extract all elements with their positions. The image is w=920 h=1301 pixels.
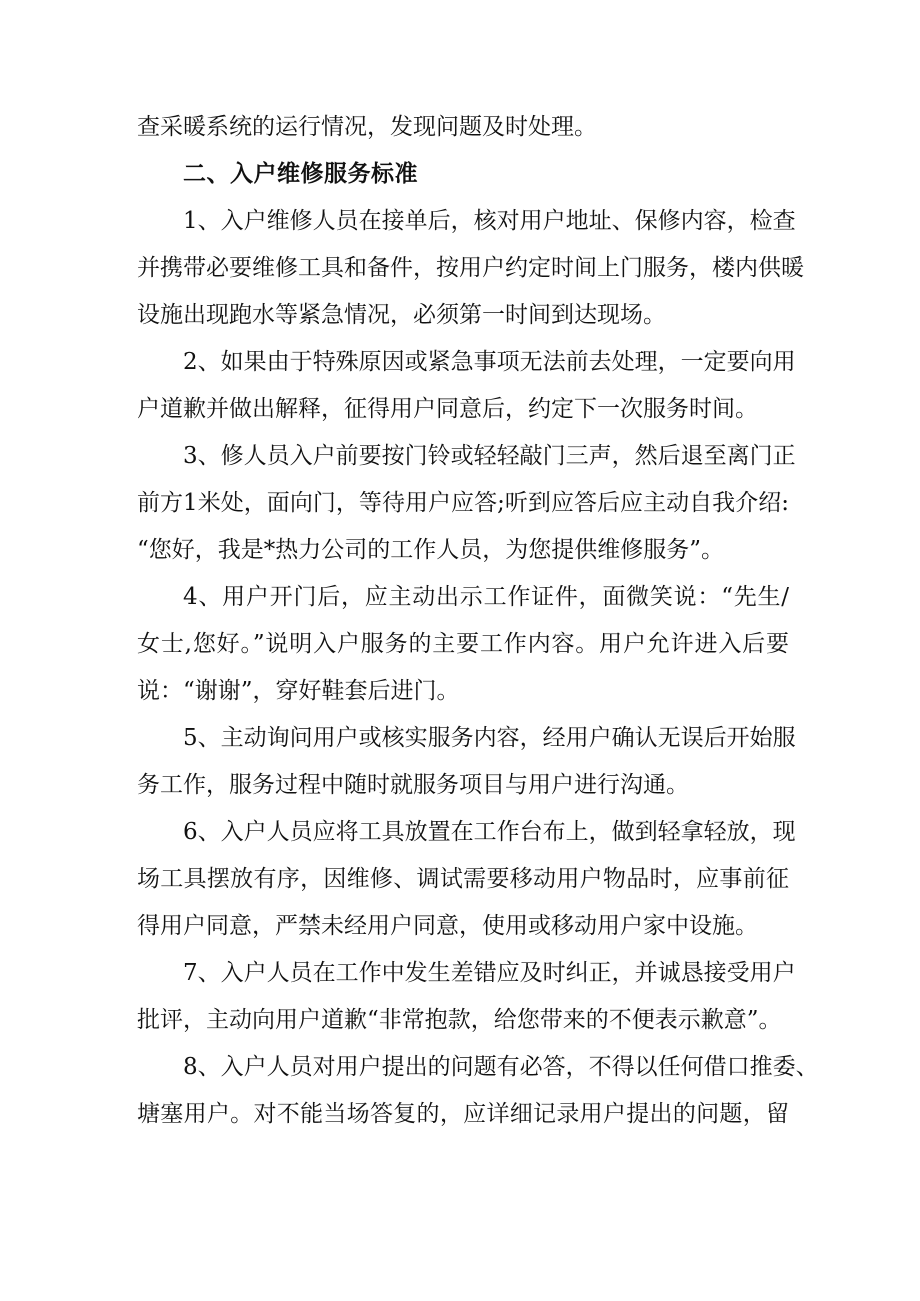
paragraph-line: 设施出现跑水等紧急情况，必须第一时间到达现场。 (137, 302, 666, 328)
section-heading: 二、入户维修服务标准 (183, 161, 418, 187)
paragraph-line: 5、主动询问用户或核实服务内容，经用户确认无误后开始服 (183, 725, 796, 751)
paragraph-5 (137, 715, 796, 809)
paragraph-line: 务工作，服务过程中随时就服务项目与用户进行沟通。 (137, 772, 689, 798)
paragraph-7 (137, 950, 796, 1044)
paragraph-line: 场工具摆放有序，因维修、调试需要移动用户物品时，应事前征 (137, 866, 789, 892)
paragraph-line: 女士,您好。”说明入户服务的主要工作内容。用户允许进入后要 (137, 631, 789, 657)
paragraph-1 (137, 198, 804, 339)
paragraph-3 (137, 433, 796, 574)
paragraph-line: 6、入户人员应将工具放置在工作台布上，做到轻拿轻放，现 (183, 819, 796, 845)
paragraph-line: 7、入户人员在工作中发生差错应及时纠正，并诚恳接受用户 (183, 960, 796, 986)
paragraph-line: 得用户同意，严禁未经用户同意，使用或移动用户家中设施。 (137, 913, 758, 939)
paragraph-line: 2、如果由于特殊原因或紧急事项无法前去处理，一定要向用 (183, 349, 796, 375)
paragraph-4 (137, 574, 789, 715)
paragraph-2 (137, 339, 796, 433)
paragraph-line: 4、用户开门后，应主动出示工作证件，面微笑说：“先生/ (183, 584, 789, 610)
continuation-line: 查采暖系统的运行情况，发现问题及时处理。 (137, 114, 597, 140)
document-body (137, 104, 819, 1138)
paragraph-6 (137, 809, 796, 950)
paragraph-line: 并携带必要维修工具和备件，按用户约定时间上门服务，楼内供暖 (137, 255, 804, 281)
paragraph-line: “您好，我是*热力公司的工作人员，为您提供维修服务”。 (137, 537, 725, 563)
paragraph-line: 8、入户人员对用户提出的问题有必答，不得以任何借口推委、 (183, 1054, 819, 1080)
paragraph-line: 3、修人员入户前要按门铃或轻轻敲门三声，然后退至离门正 (183, 443, 796, 469)
paragraph-line: 户道歉并做出解释，征得用户同意后，约定下一次服务时间。 (137, 396, 758, 422)
paragraph-line: 前方1米处，面向门，等待用户应答;听到应答后应主动自我介绍: (137, 490, 789, 516)
paragraph-line: 1、入户维修人员在接单后，核对用户地址、保修内容，检查 (183, 208, 796, 234)
paragraph-line: 批评，主动向用户道歉“非常抱款，给您带来的不便表示歉意”。 (137, 1007, 782, 1033)
paragraph-8 (137, 1044, 819, 1138)
paragraph-line: 塘塞用户。对不能当场答复的，应详细记录用户提出的问题，留 (137, 1101, 789, 1127)
paragraph-line: 说：“谢谢”，穿好鞋套后进门。 (137, 678, 460, 704)
